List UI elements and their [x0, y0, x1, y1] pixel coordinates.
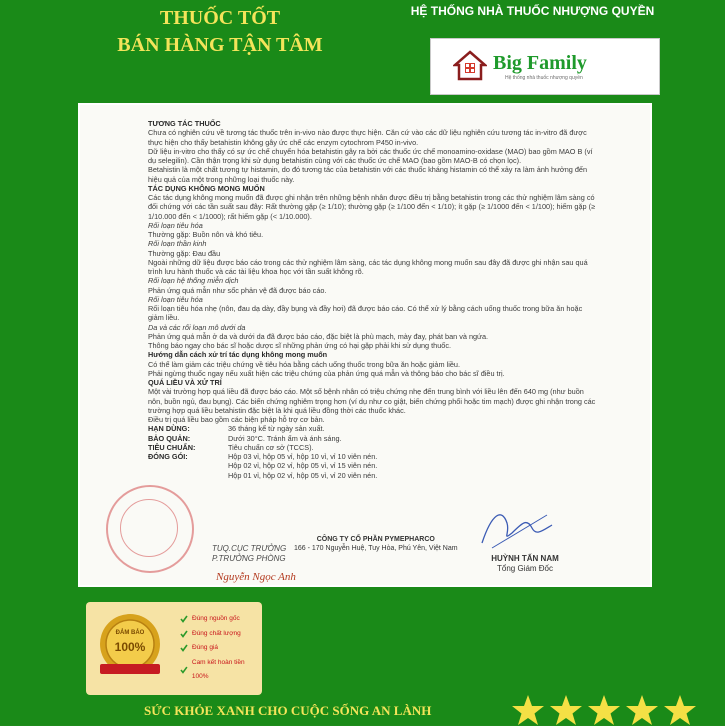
check-icon [180, 644, 188, 652]
left-signer-name: Nguyễn Ngọc Anh [216, 571, 296, 583]
section-heading: TÁC DỤNG KHÔNG MONG MUỐN [148, 183, 265, 193]
rating-stars [510, 694, 698, 726]
slogan-line-2: BÁN HÀNG TẬN TÂM [117, 34, 323, 56]
left-signature-block [212, 544, 296, 582]
subheading: Rối loạn thần kinh [148, 239, 207, 249]
leaflet-scan [78, 103, 652, 587]
guarantee-item: Đúng nguồn gốc [180, 612, 262, 627]
paragraph: Chưa có nghiên cứu về tương tác thuốc trên in-vivo nào được thực hiện. Căn cứ vào các dữ liệu nghiên cứu tương tác in-vitro đã được thực hiện cho thấy betahistin không gây ức chế các enzym cytochrom P450 in-vivo. [148, 128, 587, 147]
paragraph: Có thể làm giảm các triệu chứng về tiêu hóa bằng cách uống thuốc trong bữa ăn hoặc giảm liều. [148, 359, 460, 369]
slogan-line-1: THUỐC TỐT [159, 7, 281, 29]
red-stamp-inner [120, 499, 178, 557]
section-heading: Hướng dẫn cách xử trí tác dụng không mong muốn [148, 350, 328, 360]
star-icon [662, 694, 698, 726]
check-icon [180, 666, 188, 674]
paragraph: Một vài trường hợp quá liều đã được báo cáo. Một số bệnh nhân có triệu chứng nhẹ đến trung bình với liều lên đến 640 mg (như buồn nôn, buồn ngủ, đau bụng). Các biến chứng nghiêm trọng hơn (ví dụ như co giật, biến chứng phổi hoặc tim mạch) được ghi nhận trong các trường hợp quá liều betahistin đặc biệt là khi quá liều đồng thời các thuốc khác. [148, 387, 596, 415]
section-heading: TƯƠNG TÁC THUỐC [148, 119, 221, 128]
paragraph: Ngoài những dữ liệu được báo cáo trong các thử nghiệm lâm sàng, các tác dụng không mong muốn sau đây đã được ghi nhận sau quá trình lưu hành thuốc và các tài liệu khoa học với tần suất không rõ. [148, 257, 588, 276]
brand-logo [430, 38, 660, 95]
guarantee-item: Đúng giá [180, 641, 262, 656]
subheading: Rối loạn hệ thống miễn dịch [148, 276, 239, 286]
paragraph: Các tác dụng không mong muốn đã được ghi nhận trên những bệnh nhân được điều trị bằng betahistin trong các thử nghiệm lâm sàng có đối chứng với các tần suất sau đây: Rất thường gặp (≥ 1/10); thường gặp (≥ 1/100 đến < 1/10); ít gặp (≥ 1/1000 đến < 1/100); hiếm gặp (≥ 1/10.000 đến < 1/1000); rất hiếm gặp (< 1/10.000). [148, 193, 596, 221]
right-signer-name: HUỲNH TẤN NAM [491, 554, 559, 563]
badge-top-text: ĐẢM BẢO [115, 630, 145, 636]
spec-row: Hộp 02 vỉ, hộp 02 vỉ, hộp 05 vỉ, vỉ 15 viên nén. [228, 461, 378, 471]
company-address: 166 - 170 Nguyễn Huệ, Tuy Hòa, Phú Yên, Việt Nam [294, 545, 458, 552]
star-icon [548, 694, 584, 726]
guarantee-item: Cam kết hoàn tiền 100% [180, 656, 262, 685]
system-title: HỆ THỐNG NHÀ THUỐC NHƯỢNG QUYỀN [410, 4, 655, 18]
spec-table [148, 424, 377, 480]
spec-row: BẢO QUẢN: Dưới 30°C. Tránh ẩm và ánh sáng. [148, 433, 342, 443]
section-heading: QUÁ LIỀU VÀ XỬ TRÍ [148, 378, 222, 387]
check-icon [180, 630, 188, 638]
spec-row: ĐÓNG GÓI: Hộp 03 vỉ, hộp 05 vỉ, hộp 10 vỉ, vỉ 10 viên nén. [148, 452, 378, 461]
paragraph: Betahistin là một chất tương tự histamin, do đó tương tác của betahistin với các thuốc kháng histamin có thể xảy ra làm ảnh hưởng đến hiệu quả của một trong những loại thuốc này. [148, 165, 588, 184]
signature-icon [472, 503, 562, 553]
check-icon [180, 615, 188, 623]
right-signer-title: Tổng Giám Đốc [496, 564, 554, 573]
left-signer-title-1: TUQ.CỤC TRƯỞNG [212, 544, 287, 553]
star-icon [586, 694, 622, 726]
paragraph: Phải ngừng thuốc ngay nếu xuất hiện các triệu chứng của phản ứng quá mẫn và thông báo cho bác sĩ điều trị. [148, 368, 505, 378]
paragraph: Thông báo ngay cho bác sĩ hoặc dược sĩ những phản ứng có hại gặp phải khi sử dụng thuốc. [148, 341, 452, 350]
subheading: Rối loạn tiêu hóa [148, 294, 203, 304]
star-icon [510, 694, 546, 726]
badge-percent: 100% [114, 640, 146, 654]
guarantee-item: Đúng chất lượng [180, 627, 262, 642]
spec-row: HẠN DÙNG: 36 tháng kể từ ngày sản xuất. [148, 424, 325, 434]
company-name: CÔNG TY CỔ PHẦN PYMEPHARCO [316, 536, 435, 543]
paragraph: Điều trị quá liều bao gồm các biện pháp hỗ trợ cơ bản. [148, 415, 325, 424]
house-logo-icon [453, 49, 487, 83]
company-block [294, 535, 458, 553]
left-signer-title-2: P.TRƯỞNG PHÒNG [212, 554, 286, 563]
logo-tagline: Hệ thống nhà thuốc nhượng quyền [505, 75, 583, 81]
subheading: Rối loạn tiêu hóa [148, 220, 203, 230]
slogan-block [60, 6, 380, 58]
right-signature-block [480, 554, 570, 574]
guarantee-panel [86, 602, 262, 695]
paragraph: Rối loạn tiêu hóa nhẹ (nôn, đau dạ dày, đầy bụng và đầy hơi) đã được báo cáo. Có thể xử lý bằng cách uống thuốc trong bữa ăn hoặc giảm liều. [148, 304, 583, 323]
paragraph: Phản ứng quá mẫn như sốc phản vệ đã được báo cáo. [148, 285, 327, 295]
logo-name: Big Family [493, 52, 587, 74]
paragraph: Dữ liệu in-vitro cho thấy có sự ức chế chuyển hóa betahistin gây ra bởi các thuốc ức chế monoamino-oxidase (MAO) bao gồm MAO B (ví dụ selegilin). Cần thận trọng khi sử dụng betahistin cùng với các thuốc ức chế MAO (bao gồm MAO-B có chọn lọc). [148, 146, 593, 165]
star-icon [624, 694, 660, 726]
subheading: Da và các rối loạn mô dưới da [148, 322, 246, 332]
paragraph: Thường gặp: Đau đầu [148, 248, 221, 258]
leaflet-text [148, 119, 596, 480]
paragraph: Phản ứng quá mẫn ở da và dưới da đã được báo cáo, đặc biệt là phù mạch, mày đay, phát ban và ngứa. [148, 331, 489, 341]
guarantee-list [180, 612, 262, 685]
spec-row: TIÊU CHUẨN: Tiêu chuẩn cơ sở (TCCS). [148, 442, 314, 452]
footer-slogan: SỨC KHỎE XANH CHO CUỘC SỐNG AN LÀNH [144, 703, 432, 718]
spec-row: Hộp 01 vỉ, hộp 02 vỉ, hộp 05 vỉ, vỉ 20 viên nén. [228, 470, 378, 480]
paragraph: Thường gặp: Buồn nôn và khó tiêu. [148, 230, 264, 239]
